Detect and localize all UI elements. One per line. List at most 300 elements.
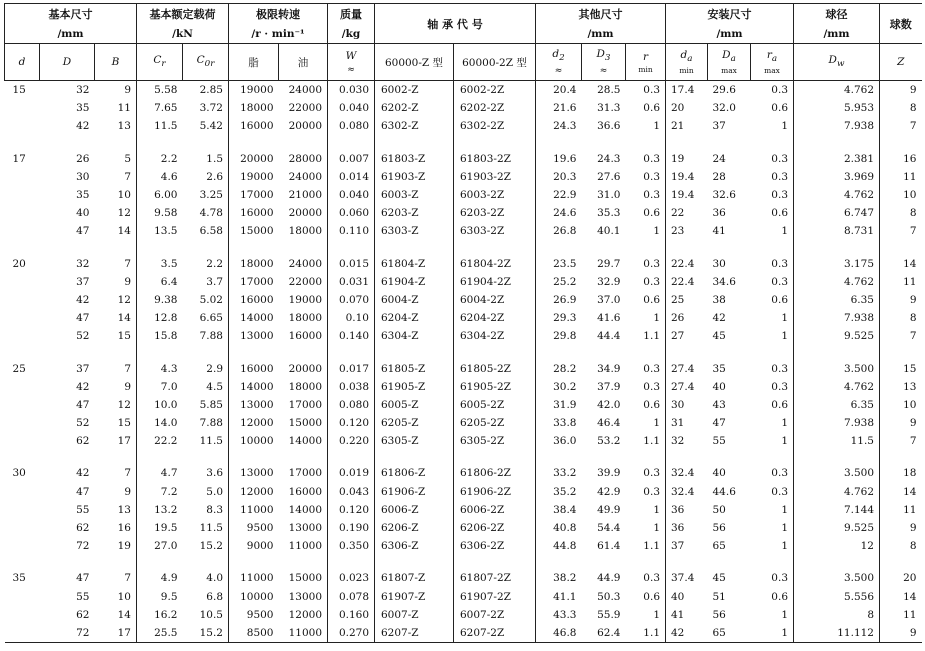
table-row bbox=[5, 222, 922, 240]
col-oil: 油 bbox=[279, 44, 328, 81]
table-cell: 13000 bbox=[288, 590, 322, 603]
table-cell: 42 bbox=[76, 467, 90, 480]
table-cell: 61906-Z bbox=[375, 483, 454, 501]
table-cell: 0.160 bbox=[328, 606, 375, 624]
table-cell: 0.6 bbox=[771, 207, 788, 220]
table-cell: 4.78 bbox=[199, 207, 223, 220]
table-cell: 39.9 bbox=[597, 467, 621, 480]
table-cell: 0.080 bbox=[328, 396, 375, 414]
table-cell: 0.3 bbox=[643, 189, 660, 202]
table-cell: 32 bbox=[76, 84, 90, 97]
table-cell: 41.6 bbox=[597, 312, 621, 325]
table-cell: 7 bbox=[124, 362, 131, 375]
table-cell: 13.5 bbox=[137, 222, 183, 240]
table-header bbox=[5, 4, 922, 81]
unit-ball: /mm bbox=[794, 24, 880, 44]
table-cell: 0.030 bbox=[328, 81, 375, 100]
table-cell: 15 bbox=[117, 417, 131, 430]
unit-load: /kN bbox=[137, 24, 229, 44]
table-cell: 30 bbox=[76, 170, 90, 183]
table-row bbox=[5, 273, 922, 291]
table-cell: 61904-2Z bbox=[454, 273, 536, 291]
cell-inner-diameter bbox=[5, 222, 40, 240]
table-cell: 7.938 bbox=[794, 117, 880, 135]
table-cell: 30 bbox=[666, 396, 708, 414]
table-cell: 9.525 bbox=[794, 519, 880, 537]
table-cell: 14000 bbox=[229, 378, 279, 396]
group-spacer bbox=[5, 136, 922, 150]
table-cell: 0.3 bbox=[643, 467, 660, 480]
table-row bbox=[5, 606, 922, 624]
table-row bbox=[5, 624, 922, 643]
table-row bbox=[5, 117, 922, 135]
table-cell: 0.6 bbox=[643, 102, 660, 115]
table-cell: 28.5 bbox=[597, 84, 621, 97]
table-cell: 9500 bbox=[229, 519, 279, 537]
table-cell: 18000 bbox=[288, 312, 322, 325]
table-cell: 12000 bbox=[229, 414, 279, 432]
cell-inner-diameter bbox=[5, 327, 40, 345]
table-cell: 0.3 bbox=[771, 467, 788, 480]
table-cell: 11.5 bbox=[199, 522, 223, 535]
table-cell: 0.6 bbox=[643, 293, 660, 306]
table-cell: 24000 bbox=[288, 170, 322, 183]
table-cell: 0.110 bbox=[328, 222, 375, 240]
table-cell: 46.4 bbox=[597, 417, 621, 430]
table-cell: 25.2 bbox=[536, 273, 582, 291]
table-cell: 0.6 bbox=[771, 293, 788, 306]
table-cell: 12000 bbox=[288, 608, 322, 621]
table-cell: 61905-2Z bbox=[454, 378, 536, 396]
col-code-z: 60000-Z 型 bbox=[375, 44, 454, 81]
table-cell: 7 bbox=[880, 327, 922, 345]
table-cell: 10 bbox=[880, 186, 922, 204]
table-cell: 1.1 bbox=[626, 624, 666, 643]
cell-inner-diameter: 30 bbox=[12, 467, 26, 480]
table-cell: 33.8 bbox=[536, 414, 582, 432]
table-cell: 34.9 bbox=[597, 362, 621, 375]
group-spacer bbox=[5, 555, 922, 569]
col-ra: $r_a$ max bbox=[751, 44, 794, 81]
table-cell: 6304-2Z bbox=[454, 327, 536, 345]
table-cell: 13000 bbox=[288, 522, 322, 535]
table-cell: 37.4 bbox=[666, 569, 708, 587]
table-cell: 19.4 bbox=[666, 168, 708, 186]
table-cell: 29.8 bbox=[536, 327, 582, 345]
table-cell: 9 bbox=[880, 291, 922, 309]
table-cell: 0.3 bbox=[771, 362, 788, 375]
table-cell: 7.938 bbox=[794, 414, 880, 432]
table-cell: 24.3 bbox=[597, 152, 621, 165]
table-cell: 23.5 bbox=[536, 255, 582, 273]
table-cell: 61.4 bbox=[597, 540, 621, 553]
cell-inner-diameter bbox=[5, 273, 40, 291]
table-cell: 6304-Z bbox=[375, 327, 454, 345]
unit-other: /mm bbox=[536, 24, 666, 44]
table-cell: 19 bbox=[666, 150, 708, 168]
table-cell: 55 bbox=[76, 503, 90, 516]
table-cell: 35 bbox=[712, 362, 726, 375]
col-D: D bbox=[40, 44, 95, 81]
table-cell: 27.6 bbox=[597, 170, 621, 183]
table-cell: 20 bbox=[666, 99, 708, 117]
table-cell: 9000 bbox=[229, 537, 279, 555]
table-cell: 3.5 bbox=[137, 255, 183, 273]
table-cell: 6004-2Z bbox=[454, 291, 536, 309]
table-cell: 14000 bbox=[288, 435, 322, 448]
table-cell: 19 bbox=[117, 540, 131, 553]
bearing-table-page bbox=[4, 3, 921, 643]
table-cell: 30.2 bbox=[536, 378, 582, 396]
table-row bbox=[5, 168, 922, 186]
table-cell: 16.2 bbox=[137, 606, 183, 624]
table-cell: 26.8 bbox=[536, 222, 582, 240]
table-row bbox=[5, 588, 922, 606]
table-cell: 3.500 bbox=[794, 359, 880, 377]
table-cell: 3.500 bbox=[794, 464, 880, 482]
table-cell: 9 bbox=[124, 380, 131, 393]
table-row bbox=[5, 569, 922, 587]
table-cell: 47 bbox=[76, 225, 90, 238]
table-cell: 7 bbox=[880, 222, 922, 240]
table-cell: 0.120 bbox=[328, 414, 375, 432]
group-spacer bbox=[5, 241, 922, 255]
col-grease: 脂 bbox=[229, 44, 279, 81]
table-cell: 2.2 bbox=[137, 150, 183, 168]
table-cell: 18 bbox=[880, 464, 922, 482]
table-cell: 4.762 bbox=[794, 378, 880, 396]
table-row bbox=[5, 483, 922, 501]
table-cell: 37 bbox=[76, 275, 90, 288]
table-cell: 8 bbox=[880, 204, 922, 222]
table-cell: 1 bbox=[653, 120, 660, 133]
table-cell: 21000 bbox=[288, 189, 322, 202]
table-cell: 2.9 bbox=[206, 362, 223, 375]
table-row bbox=[5, 81, 922, 100]
table-cell: 1 bbox=[781, 417, 788, 430]
group-spacer bbox=[5, 450, 922, 464]
table-cell: 6306-Z bbox=[375, 537, 454, 555]
table-cell: 37.9 bbox=[597, 380, 621, 393]
table-cell: 37 bbox=[76, 362, 90, 375]
table-cell: 61905-Z bbox=[375, 378, 454, 396]
table-cell: 47 bbox=[76, 572, 90, 585]
table-cell: 6.35 bbox=[794, 396, 880, 414]
table-cell: 30 bbox=[712, 257, 726, 270]
table-cell: 51 bbox=[712, 590, 726, 603]
table-cell: 61807-Z bbox=[375, 569, 454, 587]
table-cell: 0.3 bbox=[771, 189, 788, 202]
table-cell: 40 bbox=[712, 380, 726, 393]
deep-groove-ball-bearing-table bbox=[4, 3, 922, 643]
table-cell: 11.5 bbox=[137, 117, 183, 135]
table-cell: 7.88 bbox=[199, 417, 223, 430]
cell-inner-diameter bbox=[5, 168, 40, 186]
table-cell: 34.6 bbox=[712, 275, 736, 288]
header-rated-load: 基本额定载荷 bbox=[137, 4, 229, 25]
table-cell: 0.3 bbox=[643, 275, 660, 288]
table-cell: 19000 bbox=[288, 293, 322, 306]
table-cell: 1 bbox=[781, 330, 788, 343]
table-cell: 6005-Z bbox=[375, 396, 454, 414]
unit-mass: /kg bbox=[328, 24, 375, 44]
table-cell: 6002-2Z bbox=[454, 81, 536, 100]
table-cell: 0.270 bbox=[328, 624, 375, 643]
table-cell: 1 bbox=[781, 312, 788, 325]
table-cell: 15.2 bbox=[199, 540, 223, 553]
table-cell: 13000 bbox=[229, 464, 279, 482]
table-cell: 6006-Z bbox=[375, 501, 454, 519]
table-cell: 32.4 bbox=[666, 483, 708, 501]
table-cell: 17000 bbox=[288, 467, 322, 480]
table-cell: 5.02 bbox=[199, 293, 223, 306]
table-cell: 52 bbox=[76, 417, 90, 430]
table-cell: 7.88 bbox=[199, 330, 223, 343]
table-cell: 0.6 bbox=[771, 102, 788, 115]
table-cell: 5 bbox=[124, 152, 131, 165]
table-cell: 27.4 bbox=[666, 378, 708, 396]
table-cell: 15000 bbox=[288, 417, 322, 430]
table-cell: 16000 bbox=[288, 485, 322, 498]
table-cell: 16 bbox=[880, 150, 922, 168]
table-cell: 11 bbox=[880, 501, 922, 519]
table-cell: 26.9 bbox=[536, 291, 582, 309]
table-cell: 0.140 bbox=[328, 327, 375, 345]
table-cell: 6.35 bbox=[794, 291, 880, 309]
table-cell: 1.1 bbox=[643, 330, 660, 343]
header-bearing-code: 轴 承 代 号 bbox=[375, 4, 536, 44]
table-cell: 6305-Z bbox=[375, 432, 454, 450]
table-cell: 29.6 bbox=[712, 84, 736, 97]
table-cell: 0.120 bbox=[328, 501, 375, 519]
table-cell: 20.3 bbox=[536, 168, 582, 186]
table-cell: 29.7 bbox=[597, 257, 621, 270]
table-cell: 7 bbox=[124, 257, 131, 270]
table-cell: 62 bbox=[76, 608, 90, 621]
table-cell: 13 bbox=[117, 503, 131, 516]
table-cell: 6202-2Z bbox=[454, 99, 536, 117]
cell-inner-diameter bbox=[5, 396, 40, 414]
table-cell: 0.3 bbox=[643, 572, 660, 585]
table-cell: 40 bbox=[76, 207, 90, 220]
table-cell: 10 bbox=[117, 590, 131, 603]
table-cell: 40 bbox=[712, 467, 726, 480]
table-cell: 55.9 bbox=[597, 608, 621, 621]
table-cell: 11000 bbox=[229, 501, 279, 519]
table-cell: 6003-Z bbox=[375, 186, 454, 204]
cell-inner-diameter bbox=[5, 483, 40, 501]
table-cell: 0.6 bbox=[643, 207, 660, 220]
table-cell: 32.9 bbox=[597, 275, 621, 288]
col-Da: $D_a$ max bbox=[708, 44, 751, 81]
table-cell: 6205-2Z bbox=[454, 414, 536, 432]
table-cell: 6006-2Z bbox=[454, 501, 536, 519]
col-d: d bbox=[5, 44, 40, 81]
table-cell: 25 bbox=[666, 291, 708, 309]
table-cell: 0.220 bbox=[328, 432, 375, 450]
cell-inner-diameter: 15 bbox=[12, 84, 26, 97]
table-cell: 9.525 bbox=[794, 327, 880, 345]
table-cell: 10000 bbox=[229, 432, 279, 450]
table-cell: 6204-Z bbox=[375, 309, 454, 327]
table-cell: 6.00 bbox=[137, 186, 183, 204]
table-cell: 14.0 bbox=[137, 414, 183, 432]
table-cell: 0.007 bbox=[328, 150, 375, 168]
cell-inner-diameter bbox=[5, 624, 40, 643]
table-cell: 6207-2Z bbox=[454, 624, 536, 643]
table-cell: 4.0 bbox=[206, 572, 223, 585]
table-cell: 47 bbox=[76, 485, 90, 498]
table-cell: 61904-Z bbox=[375, 273, 454, 291]
table-cell: 31.0 bbox=[597, 189, 621, 202]
table-cell: 11 bbox=[880, 606, 922, 624]
table-cell: 0.040 bbox=[328, 99, 375, 117]
table-cell: 0.040 bbox=[328, 186, 375, 204]
col-D3: $D_3$ ≈ bbox=[582, 44, 626, 81]
cell-inner-diameter bbox=[5, 414, 40, 432]
unit-speed: /r · min⁻¹ bbox=[229, 24, 328, 44]
table-cell: 14 bbox=[117, 312, 131, 325]
table-cell: 8500 bbox=[229, 624, 279, 643]
table-cell: 7.144 bbox=[794, 501, 880, 519]
table-cell: 17000 bbox=[288, 398, 322, 411]
table-cell: 62 bbox=[76, 435, 90, 448]
table-cell: 1 bbox=[653, 225, 660, 238]
table-cell: 12 bbox=[117, 207, 131, 220]
table-cell: 20.4 bbox=[536, 81, 582, 100]
table-cell: 16000 bbox=[229, 117, 279, 135]
table-cell: 43 bbox=[712, 398, 726, 411]
table-cell: 11000 bbox=[229, 569, 279, 587]
unit-install: /mm bbox=[666, 24, 794, 44]
table-cell: 0.3 bbox=[771, 380, 788, 393]
table-cell: 0.014 bbox=[328, 168, 375, 186]
table-cell: 8 bbox=[880, 99, 922, 117]
table-cell: 14 bbox=[880, 588, 922, 606]
table-cell: 40.1 bbox=[597, 225, 621, 238]
table-cell: 3.72 bbox=[199, 102, 223, 115]
table-cell: 0.350 bbox=[328, 537, 375, 555]
table-cell: 24.3 bbox=[536, 117, 582, 135]
table-cell: 61803-2Z bbox=[454, 150, 536, 168]
table-cell: 1.5 bbox=[206, 152, 223, 165]
table-cell: 23 bbox=[666, 222, 708, 240]
table-cell: 8 bbox=[880, 537, 922, 555]
table-cell: 6303-Z bbox=[375, 222, 454, 240]
table-cell: 1 bbox=[781, 540, 788, 553]
table-cell: 22 bbox=[666, 204, 708, 222]
table-cell: 12 bbox=[117, 293, 131, 306]
table-cell: 9 bbox=[124, 485, 131, 498]
table-cell: 6002-Z bbox=[375, 81, 454, 100]
cell-inner-diameter bbox=[5, 501, 40, 519]
table-cell: 1 bbox=[781, 608, 788, 621]
table-cell: 61807-2Z bbox=[454, 569, 536, 587]
table-cell: 1 bbox=[653, 608, 660, 621]
table-cell: 19.6 bbox=[536, 150, 582, 168]
table-cell: 14 bbox=[880, 255, 922, 273]
table-cell: 13000 bbox=[229, 396, 279, 414]
table-cell: 19000 bbox=[229, 168, 279, 186]
table-cell: 0.3 bbox=[771, 170, 788, 183]
table-cell: 15 bbox=[880, 359, 922, 377]
table-cell: 37 bbox=[712, 120, 726, 133]
table-row bbox=[5, 537, 922, 555]
table-cell: 32 bbox=[76, 257, 90, 270]
table-row bbox=[5, 291, 922, 309]
table-cell: 36.6 bbox=[597, 120, 621, 133]
table-cell: 6.747 bbox=[794, 204, 880, 222]
table-cell: 1 bbox=[781, 522, 788, 535]
table-cell: 26 bbox=[666, 309, 708, 327]
table-cell: 18000 bbox=[229, 255, 279, 273]
table-cell: 38 bbox=[712, 293, 726, 306]
table-cell: 5.85 bbox=[199, 398, 223, 411]
table-cell: 42 bbox=[76, 293, 90, 306]
table-cell: 7.0 bbox=[137, 378, 183, 396]
table-row bbox=[5, 414, 922, 432]
table-cell: 4.762 bbox=[794, 273, 880, 291]
table-cell: 4.9 bbox=[137, 569, 183, 587]
table-cell: 0.3 bbox=[643, 362, 660, 375]
table-cell: 56 bbox=[712, 522, 726, 535]
table-cell: 0.3 bbox=[643, 84, 660, 97]
table-cell: 47 bbox=[76, 398, 90, 411]
col-Dw: $D_w$ bbox=[794, 44, 880, 81]
table-cell: 36 bbox=[666, 501, 708, 519]
col-d2: $d_2$ ≈ bbox=[536, 44, 582, 81]
table-cell: 14 bbox=[117, 225, 131, 238]
table-cell: 9.38 bbox=[137, 291, 183, 309]
table-cell: 19.5 bbox=[137, 519, 183, 537]
table-cell: 36 bbox=[666, 519, 708, 537]
table-cell: 7 bbox=[124, 572, 131, 585]
table-cell: 26 bbox=[76, 152, 90, 165]
table-cell: 0.019 bbox=[328, 464, 375, 482]
cell-inner-diameter bbox=[5, 606, 40, 624]
table-cell: 62.4 bbox=[582, 624, 626, 643]
table-row bbox=[5, 327, 922, 345]
table-cell: 21 bbox=[666, 117, 708, 135]
table-cell: 4.762 bbox=[794, 483, 880, 501]
table-cell: 6305-2Z bbox=[454, 432, 536, 450]
table-cell: 16 bbox=[117, 522, 131, 535]
table-cell: 8.731 bbox=[794, 222, 880, 240]
table-cell: 17000 bbox=[229, 273, 279, 291]
table-cell: 55 bbox=[712, 435, 726, 448]
table-cell: 12000 bbox=[229, 483, 279, 501]
table-cell: 61804-2Z bbox=[454, 255, 536, 273]
table-cell: 44.6 bbox=[712, 485, 736, 498]
col-Z: Z bbox=[880, 44, 922, 81]
table-cell: 4.762 bbox=[794, 186, 880, 204]
table-cell: 6.65 bbox=[199, 312, 223, 325]
cell-inner-diameter bbox=[5, 378, 40, 396]
table-cell: 20000 bbox=[229, 150, 279, 168]
table-cell: 18000 bbox=[229, 99, 279, 117]
table-cell: 44.4 bbox=[597, 330, 621, 343]
table-cell: 12 bbox=[117, 398, 131, 411]
table-cell: 0.3 bbox=[643, 485, 660, 498]
table-cell: 0.3 bbox=[771, 152, 788, 165]
table-cell: 65 bbox=[708, 624, 751, 643]
table-cell: 61805-2Z bbox=[454, 359, 536, 377]
table-cell: 0.3 bbox=[643, 380, 660, 393]
table-cell: 44.8 bbox=[536, 537, 582, 555]
cell-inner-diameter: 35 bbox=[12, 572, 26, 585]
table-cell: 15 bbox=[117, 330, 131, 343]
table-row bbox=[5, 501, 922, 519]
